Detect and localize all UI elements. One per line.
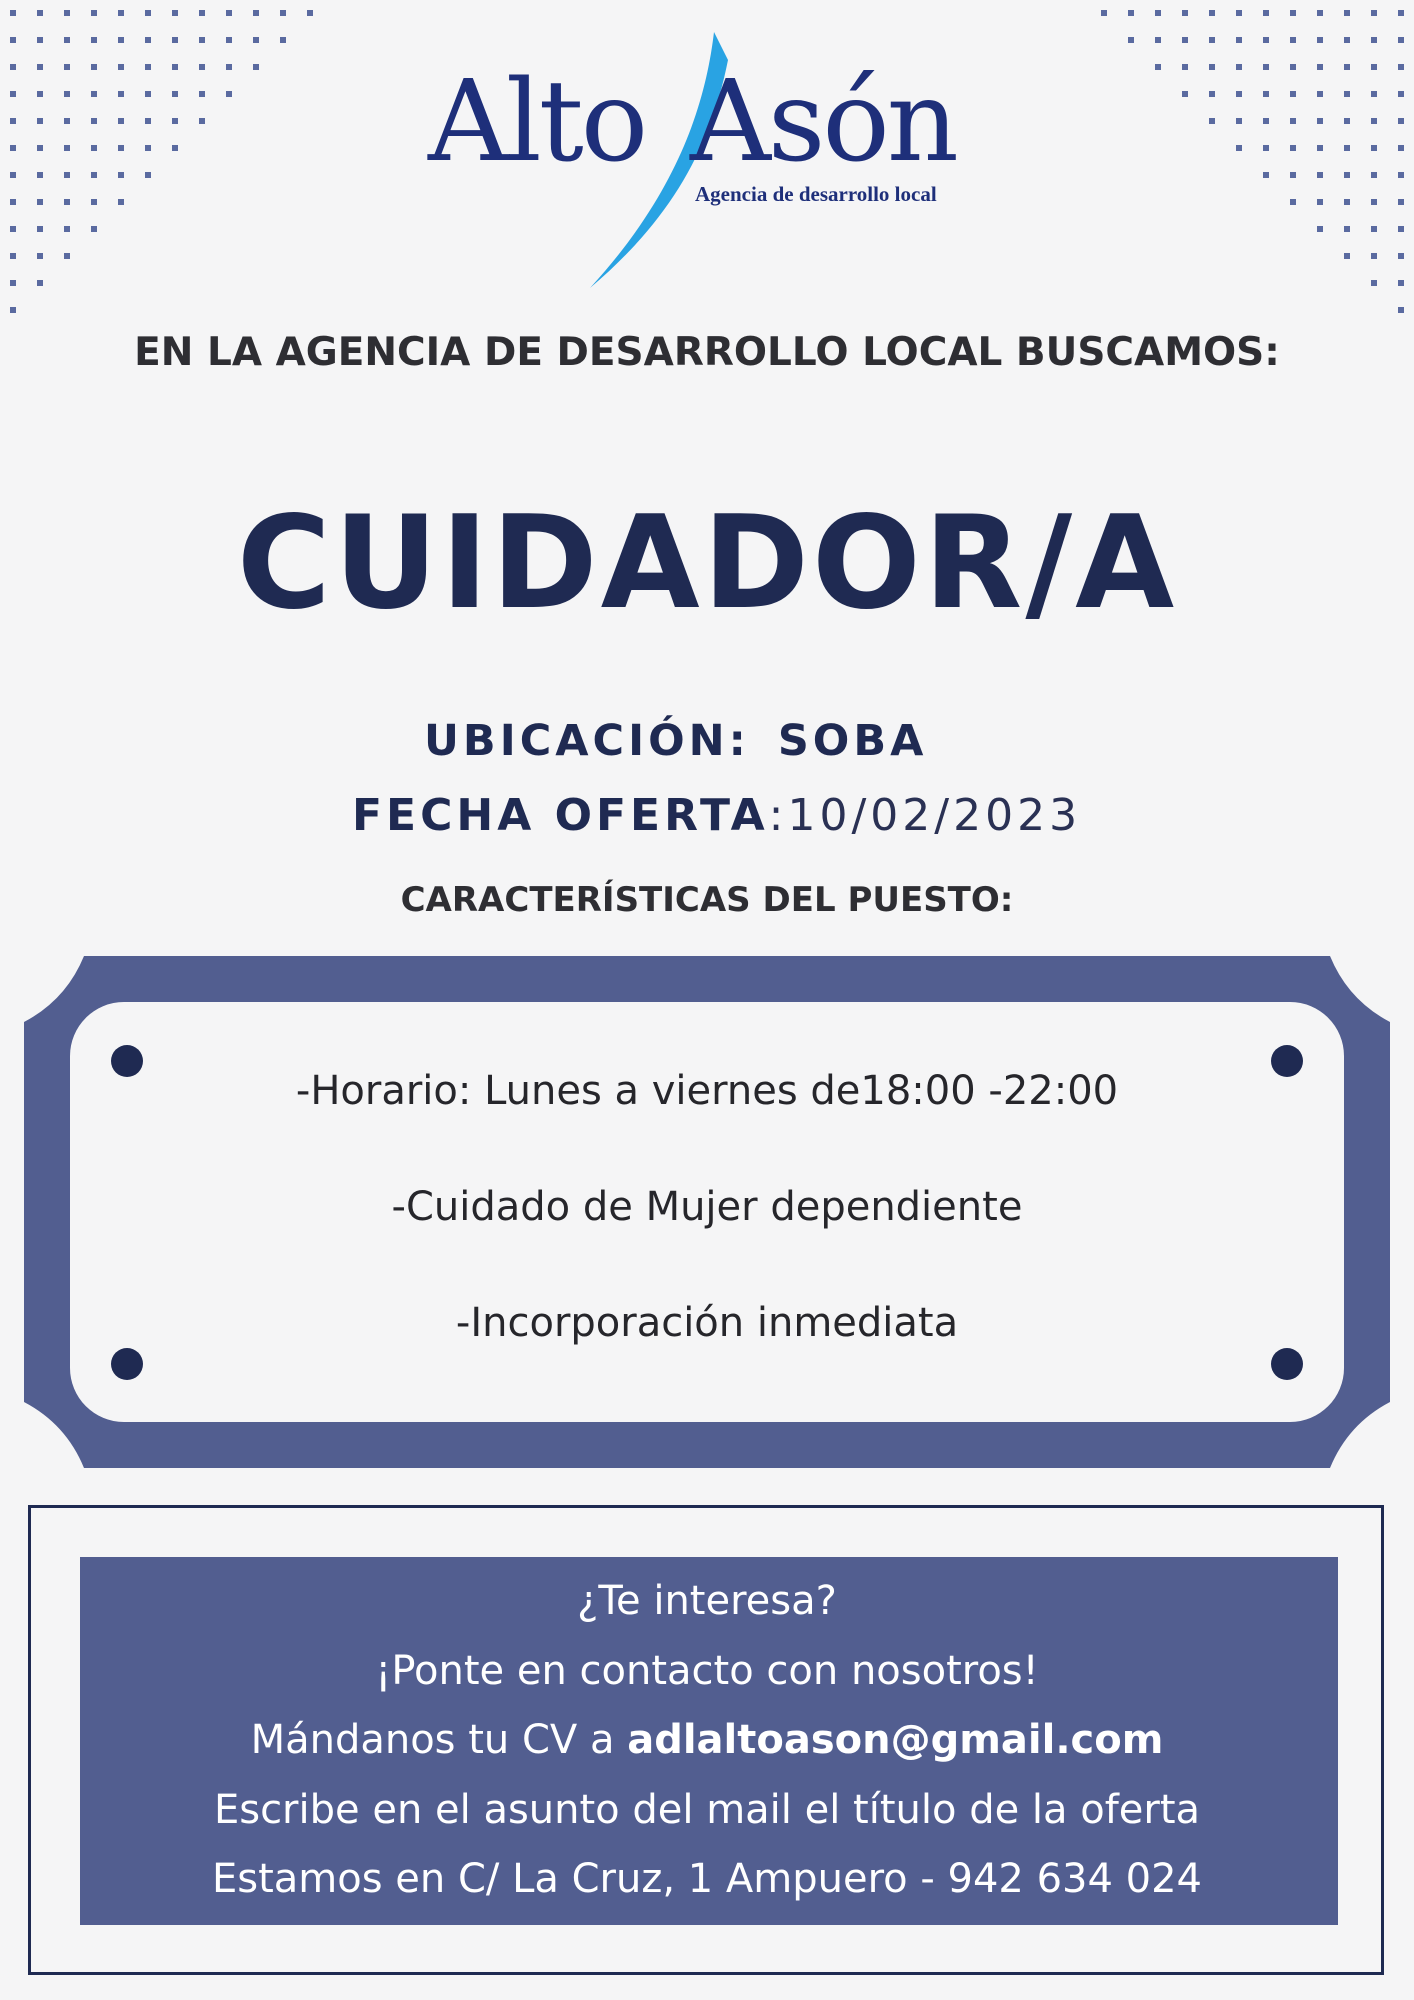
pattern-dot <box>37 64 43 70</box>
pattern-dot <box>145 145 151 151</box>
pattern-dot <box>1317 226 1323 232</box>
pattern-dot <box>64 118 70 124</box>
pattern-dot <box>118 145 124 151</box>
pattern-dot <box>1317 37 1323 43</box>
pattern-dot <box>37 172 43 178</box>
feature-item: -Cuidado de Mujer dependiente <box>391 1184 1023 1230</box>
pattern-dot <box>37 253 43 259</box>
pattern-dot <box>118 199 124 205</box>
pattern-dot <box>1236 37 1242 43</box>
pattern-dot <box>1344 199 1350 205</box>
pattern-dot <box>1182 91 1188 97</box>
pattern-dot <box>91 10 97 16</box>
pattern-dot <box>1263 37 1269 43</box>
pattern-dot <box>145 118 151 124</box>
pattern-dot <box>1209 10 1215 16</box>
pattern-dot <box>10 253 16 259</box>
pattern-dot <box>1263 10 1269 16</box>
dot-pattern-left <box>0 0 340 340</box>
email-link[interactable]: adlaltoason@gmail.com <box>627 1717 1164 1763</box>
pattern-dot <box>10 37 16 43</box>
corner-dot-icon <box>1271 1348 1303 1380</box>
pattern-dot <box>37 280 43 286</box>
pattern-dot <box>1317 145 1323 151</box>
pattern-dot <box>1236 64 1242 70</box>
pattern-dot <box>253 64 259 70</box>
pattern-dot <box>37 118 43 124</box>
pattern-dot <box>1263 172 1269 178</box>
pattern-dot <box>118 91 124 97</box>
pattern-dot <box>1209 37 1215 43</box>
pattern-dot <box>1236 118 1242 124</box>
pattern-dot <box>1317 172 1323 178</box>
pattern-dot <box>64 172 70 178</box>
offer-date-value: :10/02/2023 <box>768 790 1082 841</box>
pattern-dot <box>1182 64 1188 70</box>
pattern-dot <box>1290 91 1296 97</box>
pattern-dot <box>10 91 16 97</box>
pattern-dot <box>37 226 43 232</box>
pattern-dot <box>1236 91 1242 97</box>
pattern-dot <box>1290 172 1296 178</box>
pattern-dot <box>1290 199 1296 205</box>
pattern-dot <box>1317 199 1323 205</box>
pattern-dot <box>172 118 178 124</box>
pattern-dot <box>1344 37 1350 43</box>
pattern-dot <box>226 37 232 43</box>
pattern-dot <box>118 172 124 178</box>
pattern-dot <box>145 10 151 16</box>
pattern-dot <box>10 226 16 232</box>
pattern-dot <box>226 64 232 70</box>
pattern-dot <box>307 10 313 16</box>
location-line <box>424 716 927 766</box>
pattern-dot <box>145 91 151 97</box>
offer-date-label: FECHA OFERTA <box>352 790 769 841</box>
pattern-dot <box>1344 253 1350 259</box>
pattern-dot <box>64 64 70 70</box>
pattern-dot <box>1398 145 1404 151</box>
contact-line-address: Estamos en C/ La Cruz, 1 Ampuero - 942 634 024 <box>212 1856 1202 1902</box>
logo-word-ason: Asón <box>690 57 956 187</box>
features-heading: CARACTERÍSTICAS DEL PUESTO: <box>400 880 1014 920</box>
pattern-dot <box>37 199 43 205</box>
pattern-dot <box>1371 199 1377 205</box>
pattern-dot <box>1155 64 1161 70</box>
pattern-dot <box>172 37 178 43</box>
job-title: CUIDADOR/A <box>236 489 1178 638</box>
pattern-dot <box>1398 37 1404 43</box>
dot-pattern-right <box>1074 0 1414 340</box>
pattern-dot <box>1182 10 1188 16</box>
feature-item: -Horario: Lunes a viernes de18:00 -22:00 <box>295 1068 1119 1114</box>
pattern-dot <box>199 10 205 16</box>
contact-line-interest: ¿Te interesa? <box>577 1578 837 1624</box>
pattern-dot <box>1398 307 1404 313</box>
send-cv-prefix: Mándanos tu CV a <box>250 1717 628 1763</box>
pattern-dot <box>37 145 43 151</box>
pattern-dot <box>1398 91 1404 97</box>
pattern-dot <box>1398 226 1404 232</box>
pattern-dot <box>1101 10 1107 16</box>
pattern-dot <box>1398 280 1404 286</box>
pattern-dot <box>64 91 70 97</box>
pattern-dot <box>64 226 70 232</box>
pattern-dot <box>280 10 286 16</box>
pattern-dot <box>172 145 178 151</box>
pattern-dot <box>91 37 97 43</box>
pattern-dot <box>118 64 124 70</box>
pattern-dot <box>1236 10 1242 16</box>
pattern-dot <box>10 145 16 151</box>
offer-date-line <box>352 790 1081 841</box>
pattern-dot <box>1371 172 1377 178</box>
pattern-dot <box>226 10 232 16</box>
pattern-dot <box>1128 10 1134 16</box>
pattern-dot <box>1209 91 1215 97</box>
pattern-dot <box>1398 253 1404 259</box>
pattern-dot <box>1263 91 1269 97</box>
pattern-dot <box>118 10 124 16</box>
contact-line-reach-out: ¡Ponte en contacto con nosotros! <box>375 1648 1039 1694</box>
pattern-dot <box>199 118 205 124</box>
pattern-dot <box>1209 118 1215 124</box>
pattern-dot <box>1398 172 1404 178</box>
pattern-dot <box>37 10 43 16</box>
contact-line-send-cv <box>0 1717 1414 1763</box>
pattern-dot <box>1344 10 1350 16</box>
pattern-dot <box>118 118 124 124</box>
pattern-dot <box>1398 10 1404 16</box>
pattern-dot <box>10 199 16 205</box>
location-value: SOBA <box>777 716 928 766</box>
pattern-dot <box>1290 37 1296 43</box>
pattern-dot <box>1209 64 1215 70</box>
pattern-dot <box>1371 91 1377 97</box>
pattern-dot <box>1263 64 1269 70</box>
pattern-dot <box>226 91 232 97</box>
pattern-dot <box>1236 145 1242 151</box>
pattern-dot <box>1344 64 1350 70</box>
pattern-dot <box>91 91 97 97</box>
pattern-dot <box>145 64 151 70</box>
pattern-dot <box>199 91 205 97</box>
pattern-dot <box>10 10 16 16</box>
pattern-dot <box>64 145 70 151</box>
pattern-dot <box>91 145 97 151</box>
pattern-dot <box>64 199 70 205</box>
pattern-dot <box>1371 280 1377 286</box>
pattern-dot <box>10 307 16 313</box>
pattern-dot <box>1317 91 1323 97</box>
pattern-dot <box>1317 10 1323 16</box>
corner-dot-icon <box>111 1348 143 1380</box>
pattern-dot <box>1263 145 1269 151</box>
pattern-dot <box>1290 145 1296 151</box>
logo-word-alto: Alto <box>428 57 646 187</box>
pattern-dot <box>1371 10 1377 16</box>
pattern-dot <box>172 91 178 97</box>
pattern-dot <box>145 172 151 178</box>
pattern-dot <box>10 172 16 178</box>
pattern-dot <box>1182 37 1188 43</box>
pattern-dot <box>1290 118 1296 124</box>
pattern-dot <box>1263 118 1269 124</box>
pattern-dot <box>1371 145 1377 151</box>
pattern-dot <box>1371 37 1377 43</box>
pattern-dot <box>1155 37 1161 43</box>
feature-item: -Incorporación inmediata <box>455 1300 959 1346</box>
pattern-dot <box>1317 118 1323 124</box>
pattern-dot <box>91 118 97 124</box>
pattern-dot <box>172 64 178 70</box>
alto-ason-logo <box>410 20 1010 290</box>
intro-heading: EN LA AGENCIA DE DESARROLLO LOCAL BUSCAMOS: <box>134 330 1280 375</box>
pattern-dot <box>37 37 43 43</box>
pattern-dot <box>253 10 259 16</box>
logo-subtitle: Agencia de desarrollo local <box>695 182 937 206</box>
pattern-dot <box>1398 118 1404 124</box>
pattern-dot <box>64 10 70 16</box>
pattern-dot <box>10 64 16 70</box>
pattern-dot <box>199 64 205 70</box>
pattern-dot <box>91 64 97 70</box>
pattern-dot <box>91 226 97 232</box>
pattern-dot <box>1371 118 1377 124</box>
pattern-dot <box>1155 10 1161 16</box>
pattern-dot <box>280 37 286 43</box>
pattern-dot <box>1398 64 1404 70</box>
pattern-dot <box>1371 64 1377 70</box>
pattern-dot <box>145 37 151 43</box>
pattern-dot <box>1290 10 1296 16</box>
contact-line-subject: Escribe en el asunto del mail el título de la oferta <box>213 1787 1201 1833</box>
pattern-dot <box>1344 172 1350 178</box>
pattern-dot <box>172 10 178 16</box>
pattern-dot <box>1344 145 1350 151</box>
pattern-dot <box>1344 91 1350 97</box>
pattern-dot <box>253 37 259 43</box>
pattern-dot <box>1290 64 1296 70</box>
pattern-dot <box>118 37 124 43</box>
pattern-dot <box>1371 253 1377 259</box>
pattern-dot <box>64 253 70 259</box>
pattern-dot <box>1398 199 1404 205</box>
pattern-dot <box>64 37 70 43</box>
location-label: UBICACIÓN: <box>424 716 750 766</box>
pattern-dot <box>10 280 16 286</box>
pattern-dot <box>1344 226 1350 232</box>
pattern-dot <box>91 199 97 205</box>
pattern-dot <box>1128 37 1134 43</box>
pattern-dot <box>1317 64 1323 70</box>
pattern-dot <box>91 172 97 178</box>
pattern-dot <box>37 91 43 97</box>
pattern-dot <box>1371 226 1377 232</box>
pattern-dot <box>199 37 205 43</box>
pattern-dot <box>10 118 16 124</box>
pattern-dot <box>1344 118 1350 124</box>
